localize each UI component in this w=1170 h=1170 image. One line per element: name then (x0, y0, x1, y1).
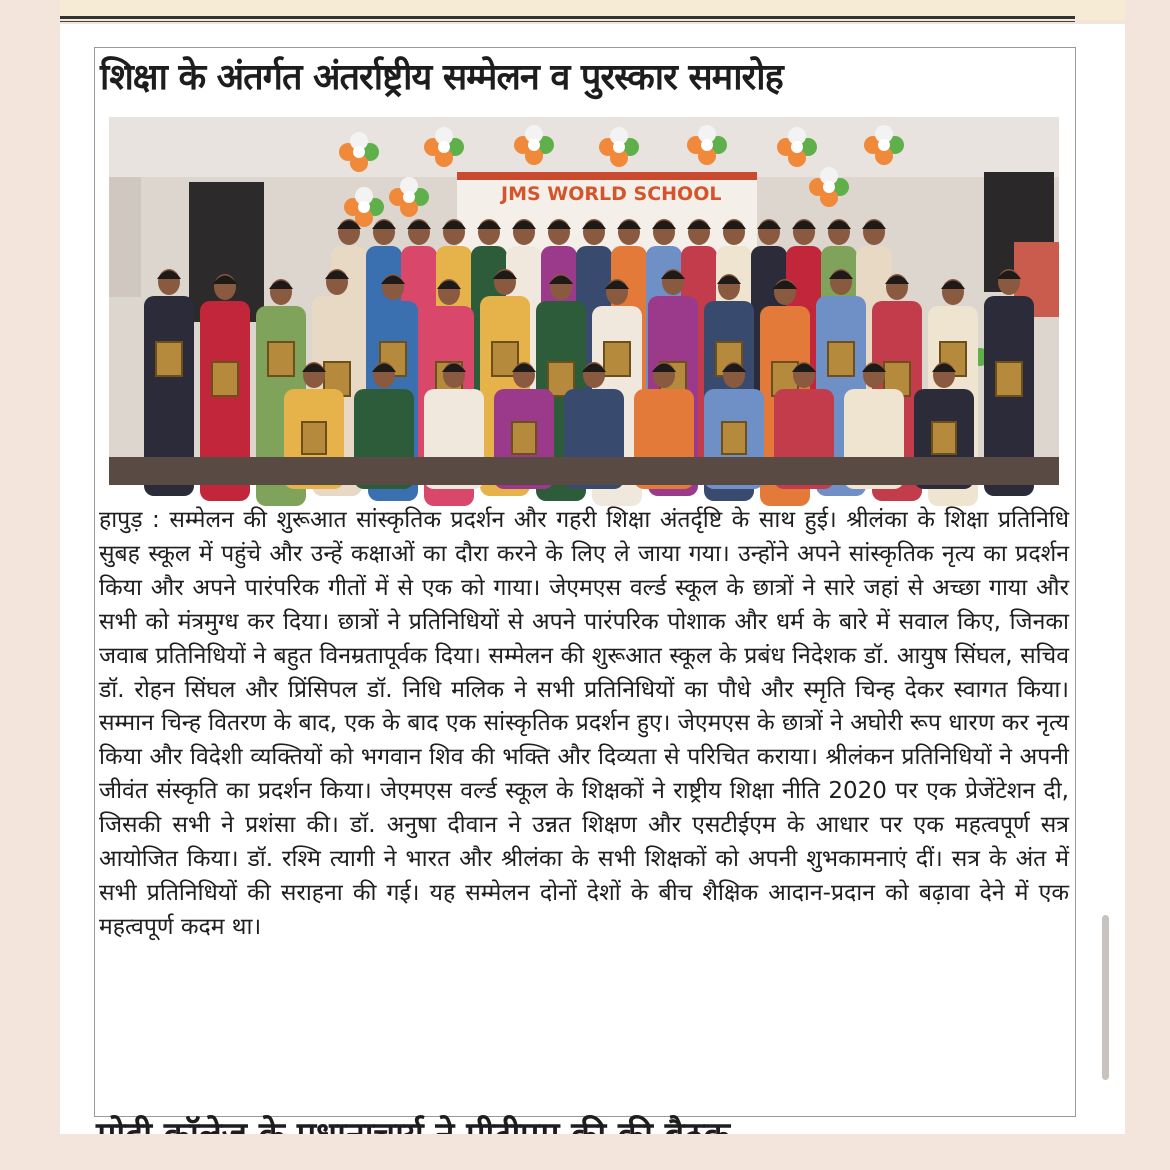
banner-text: JMS WORLD SCHOOL (501, 183, 722, 205)
award-plaque (604, 342, 630, 376)
award-plaque (722, 422, 746, 454)
award-plaque (512, 422, 536, 454)
award-plaque (932, 422, 956, 454)
award-plaque (828, 342, 854, 376)
article-body (99, 504, 1069, 945)
column-rule (60, 16, 1075, 19)
article-headline: शिक्षा के अंतर्गत अंतर्राष्ट्रीय सम्मेलन व पुरस्कार समारोह (100, 57, 783, 98)
award-plaque (268, 342, 294, 376)
next-article-headline (96, 1112, 1076, 1134)
scrollbar[interactable] (1102, 915, 1109, 1080)
award-plaque (302, 422, 326, 454)
column-rule-thin (60, 21, 1075, 22)
award-plaque (156, 342, 182, 376)
page-bottom-margin (0, 1134, 1170, 1170)
award-plaque (996, 362, 1022, 396)
article-body-text: हापुड़ : सम्मेलन की शुरूआत सांस्कृतिक प्रदर्शन और गहरी शिक्षा अंतर्दृष्टि के साथ हुई। श्रीलंका के शिक्षा प्रतिनिधि सुबह स्कूल में पहुंचे और उन्हें कक्षाओं का दौरा करने के लिए ले जाया गया। उन्होंने अपने सांस्कृतिक नृत्य का प्रदर्शन किया और अपने पारंपरिक गीतों में से एक को गाया। जेएमएस वर्ल्ड स्कूल के छात्रों ने सारे जहां से अच्छा गाया और सभी को मंत्रमुग्ध कर दिया। छात्रों ने प्रतिनिधियों से अपने पारंपरिक पोशाक और धर्म के बारे में सवाल किए, जिनका जवाब प्रतिनिधियों ने बहुत विनम्रतापूर्वक दिया। सम्मेलन की शुरूआत स्कूल के प्रबंध निदेशक डॉ. आयुष सिंघल, सचिव डॉ. रोहन सिंघल और प्रिंसिपल डॉ. निधि मलिक ने सभी प्रतिनिधियों का पौधे और स्मृति चिन्ह देकर स्वागत किया। सम्मान चिन्ह वितरण के बाद, एक के बाद एक सांस्कृतिक प्रदर्शन हुए। जेएमएस के छात्रों ने अघोरी रूप धारण कर नृत्य किया और विदेशी व्यक्तियों को भगवान शिव की भक्ति और दिव्यता से परिचित कराया। श्रीलंकन प्रतिनिधियों ने अपनी जीवंत संस्कृति का प्रदर्शन किया। जेएमएस वर्ल्ड स्कूल के शिक्षकों ने राष्ट्रीय शिक्षा नीति 2020 पर एक प्रेजेंटेशन दी, जिसकी सभी ने प्रशंसा की। डॉ. अनुषा दीवान ने उन्नत शिक्षण और एसटीईएम के आधार पर एक महत्वपूर्ण सत्र आयोजित किया। डॉ. रश्मि त्यागी ने भारत और श्रीलंका के सभी शिक्षकों को अपनी शुभकामनाएं दीं। सत्र के अंत में सभी प्रतिनिधियों की सराहना की गई। यह सम्मेलन दोनों देशों के बीच शैक्षिक आदान-प्रदान को बढ़ावा देने में एक महत्वपूर्ण कदम था। (99, 507, 1069, 940)
award-plaque (212, 362, 238, 396)
group-photo (109, 117, 1059, 485)
